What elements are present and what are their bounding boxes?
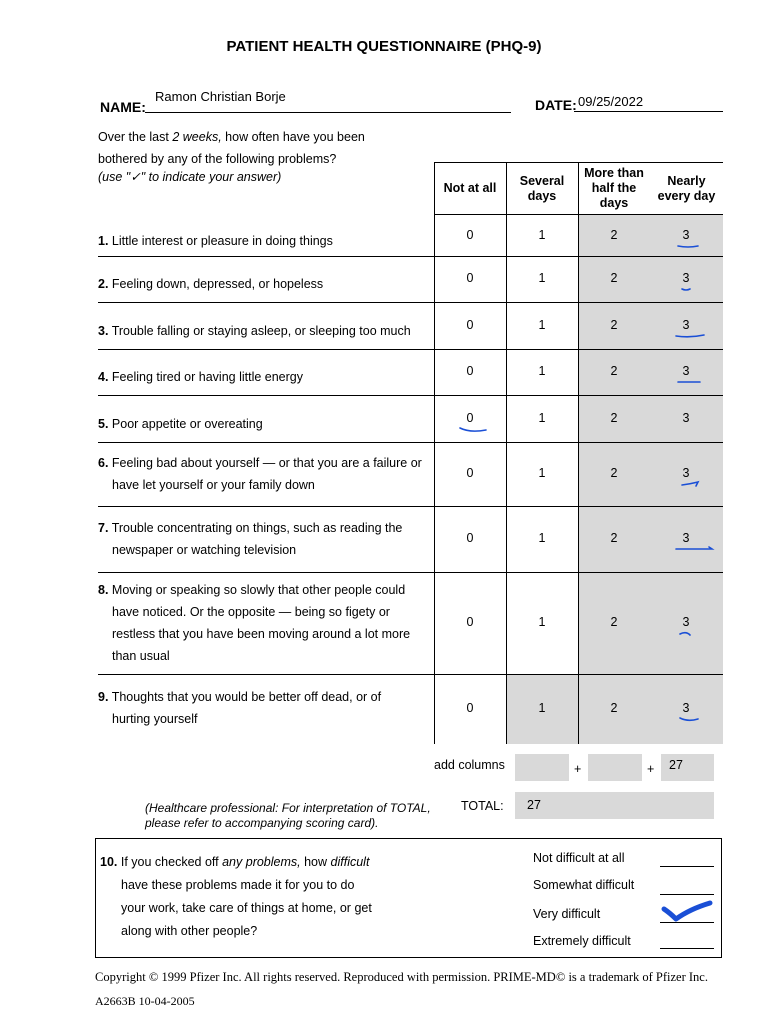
score-option-q7-3[interactable]: 3: [682, 531, 690, 545]
score-option-q7-2[interactable]: 2: [610, 531, 618, 545]
intro-text: Over the last 2 weeks, how often have you been bothered by any of the following problems? (use "✓" to indicate your answer): [98, 130, 365, 184]
column-sum-more-than-half[interactable]: [588, 754, 642, 781]
option-not-difficult: Not difficult at all: [533, 851, 625, 865]
score-option-q8-0[interactable]: 0: [466, 615, 474, 629]
row-separator: [98, 349, 723, 350]
answer-underline-mark: [672, 629, 722, 643]
score-option-q6-1[interactable]: 1: [538, 466, 546, 480]
column-sum-nearly-every-day[interactable]: [661, 754, 714, 781]
answer-underline-mark: [456, 425, 506, 439]
score-option-q4-0[interactable]: 0: [466, 364, 474, 378]
score-option-q4-2[interactable]: 2: [610, 364, 618, 378]
score-option-q1-2[interactable]: 2: [610, 228, 618, 242]
scoring-note: (Healthcare professional: For interpretation of TOTAL, please refer to accompanying scoring card).: [145, 801, 431, 830]
row-separator: [98, 256, 723, 257]
col-header-nearly-every-day: Nearly every day: [657, 173, 716, 203]
answer-underline-mark: [672, 378, 722, 392]
question-1-text: 1. Little interest or pleasure in doing things: [98, 234, 333, 248]
score-option-q9-3[interactable]: 3: [682, 701, 690, 715]
table-col-line-3: [578, 162, 579, 744]
total-value: 27: [527, 798, 541, 812]
total-field[interactable]: [515, 792, 714, 819]
checkmark-icon: [658, 897, 718, 927]
score-option-q1-3[interactable]: 3: [682, 228, 690, 242]
question-10-box: [95, 838, 722, 958]
score-option-q5-1[interactable]: 1: [538, 411, 546, 425]
score-option-q5-2[interactable]: 2: [610, 411, 618, 425]
score-option-q2-1[interactable]: 1: [538, 271, 546, 285]
answer-underline-mark: [672, 715, 722, 729]
score-option-q8-2[interactable]: 2: [610, 615, 618, 629]
table-col-line-1: [434, 162, 435, 744]
score-option-q6-3[interactable]: 3: [682, 466, 690, 480]
score-option-q4-1[interactable]: 1: [538, 364, 546, 378]
page-title: PATIENT HEALTH QUESTIONNAIRE (PHQ-9): [226, 38, 542, 55]
col-header-not-at-all: Not at all: [443, 181, 497, 195]
option-extremely-difficult: Extremely difficult: [533, 934, 631, 948]
score-option-q6-2[interactable]: 2: [610, 466, 618, 480]
score-option-q7-0[interactable]: 0: [466, 531, 474, 545]
answer-underline-mark: [672, 545, 722, 559]
question-8-text: 8. Moving or speaking so slowly that other people could have noticed. Or the opposite — being so figety or restless that you have been moving around a lot more than usual: [98, 583, 411, 663]
score-option-q5-0[interactable]: 0: [466, 411, 474, 425]
name-underline: [145, 112, 511, 113]
answer-underline-mark: [672, 332, 722, 346]
score-option-q8-3[interactable]: 3: [682, 615, 690, 629]
answer-underline-mark: [672, 285, 722, 299]
score-option-q3-1[interactable]: 1: [538, 318, 546, 332]
col-header-several-days: Several days: [519, 173, 565, 203]
question-6-text: 6. Feeling bad about yourself — or that you are a failure or have let yourself or your family down: [98, 456, 422, 492]
column-sum-several[interactable]: [515, 754, 569, 781]
name-field[interactable]: Ramon Christian Borje: [155, 89, 286, 104]
score-option-q3-0[interactable]: 0: [466, 318, 474, 332]
plus-sign: +: [647, 762, 655, 776]
question-9-text: 9. Thoughts that you would be better off dead, or of hurting yourself: [98, 690, 382, 726]
name-label: NAME:: [100, 99, 146, 115]
question-2-text: 2. Feeling down, depressed, or hopeless: [98, 277, 324, 291]
score-option-q6-0[interactable]: 0: [466, 466, 474, 480]
answer-underline-mark: [672, 480, 722, 494]
date-field[interactable]: 09/25/2022: [578, 94, 644, 109]
column-sum-value: 27: [669, 758, 683, 772]
option-extremely-difficult-line[interactable]: [660, 948, 714, 949]
question-5-text: 5. Poor appetite or overeating: [98, 417, 263, 431]
row-separator: [98, 506, 723, 507]
option-somewhat-difficult: Somewhat difficult: [533, 878, 635, 892]
score-option-q2-3[interactable]: 3: [682, 271, 690, 285]
score-option-q1-1[interactable]: 1: [538, 228, 546, 242]
col-header-more-than-half: More than half the days: [584, 166, 644, 210]
plus-sign: +: [574, 762, 582, 776]
date-label: DATE:: [535, 97, 577, 113]
score-option-q4-3[interactable]: 3: [682, 364, 690, 378]
question-3-text: 3. Trouble falling or staying asleep, or sleeping too much: [98, 324, 411, 338]
score-option-q9-0[interactable]: 0: [466, 701, 474, 715]
score-option-q2-0[interactable]: 0: [466, 271, 474, 285]
total-label: TOTAL:: [461, 799, 504, 813]
option-very-difficult: Very difficult: [533, 907, 601, 921]
add-columns-label: add columns: [434, 758, 505, 772]
score-option-q3-3[interactable]: 3: [682, 318, 690, 332]
form-code: A2663B 10-04-2005: [95, 994, 195, 1008]
row-separator: [98, 674, 723, 675]
question-10-text: 10. If you checked off any problems, how difficult have these problems made it for you to do your work, take care of things at home, or get along with other people?: [100, 855, 372, 938]
date-underline: [574, 111, 723, 112]
score-option-q7-1[interactable]: 1: [538, 531, 546, 545]
row-separator: [98, 442, 723, 443]
answer-underline-mark: [672, 242, 722, 256]
score-option-q8-1[interactable]: 1: [538, 615, 546, 629]
copyright-text: Copyright © 1999 Pfizer Inc. All rights reserved. Reproduced with permission. PRIME-MD© is a trademark of Pfizer Inc.: [95, 970, 708, 984]
row-separator: [98, 572, 723, 573]
score-option-q5-3[interactable]: 3: [682, 411, 690, 425]
score-option-q2-2[interactable]: 2: [610, 271, 618, 285]
option-somewhat-difficult-line[interactable]: [660, 894, 714, 895]
score-option-q9-1[interactable]: 1: [538, 701, 546, 715]
score-option-q1-0[interactable]: 0: [466, 228, 474, 242]
option-not-difficult-line[interactable]: [660, 866, 714, 867]
score-option-q3-2[interactable]: 2: [610, 318, 618, 332]
question-4-text: 4. Feeling tired or having little energy: [98, 370, 303, 384]
score-option-q9-2[interactable]: 2: [610, 701, 618, 715]
table-col-line-2: [506, 162, 507, 744]
question-7-text: 7. Trouble concentrating on things, such as reading the newspaper or watching television: [98, 521, 403, 557]
row-separator: [98, 302, 723, 303]
row-separator: [98, 395, 723, 396]
